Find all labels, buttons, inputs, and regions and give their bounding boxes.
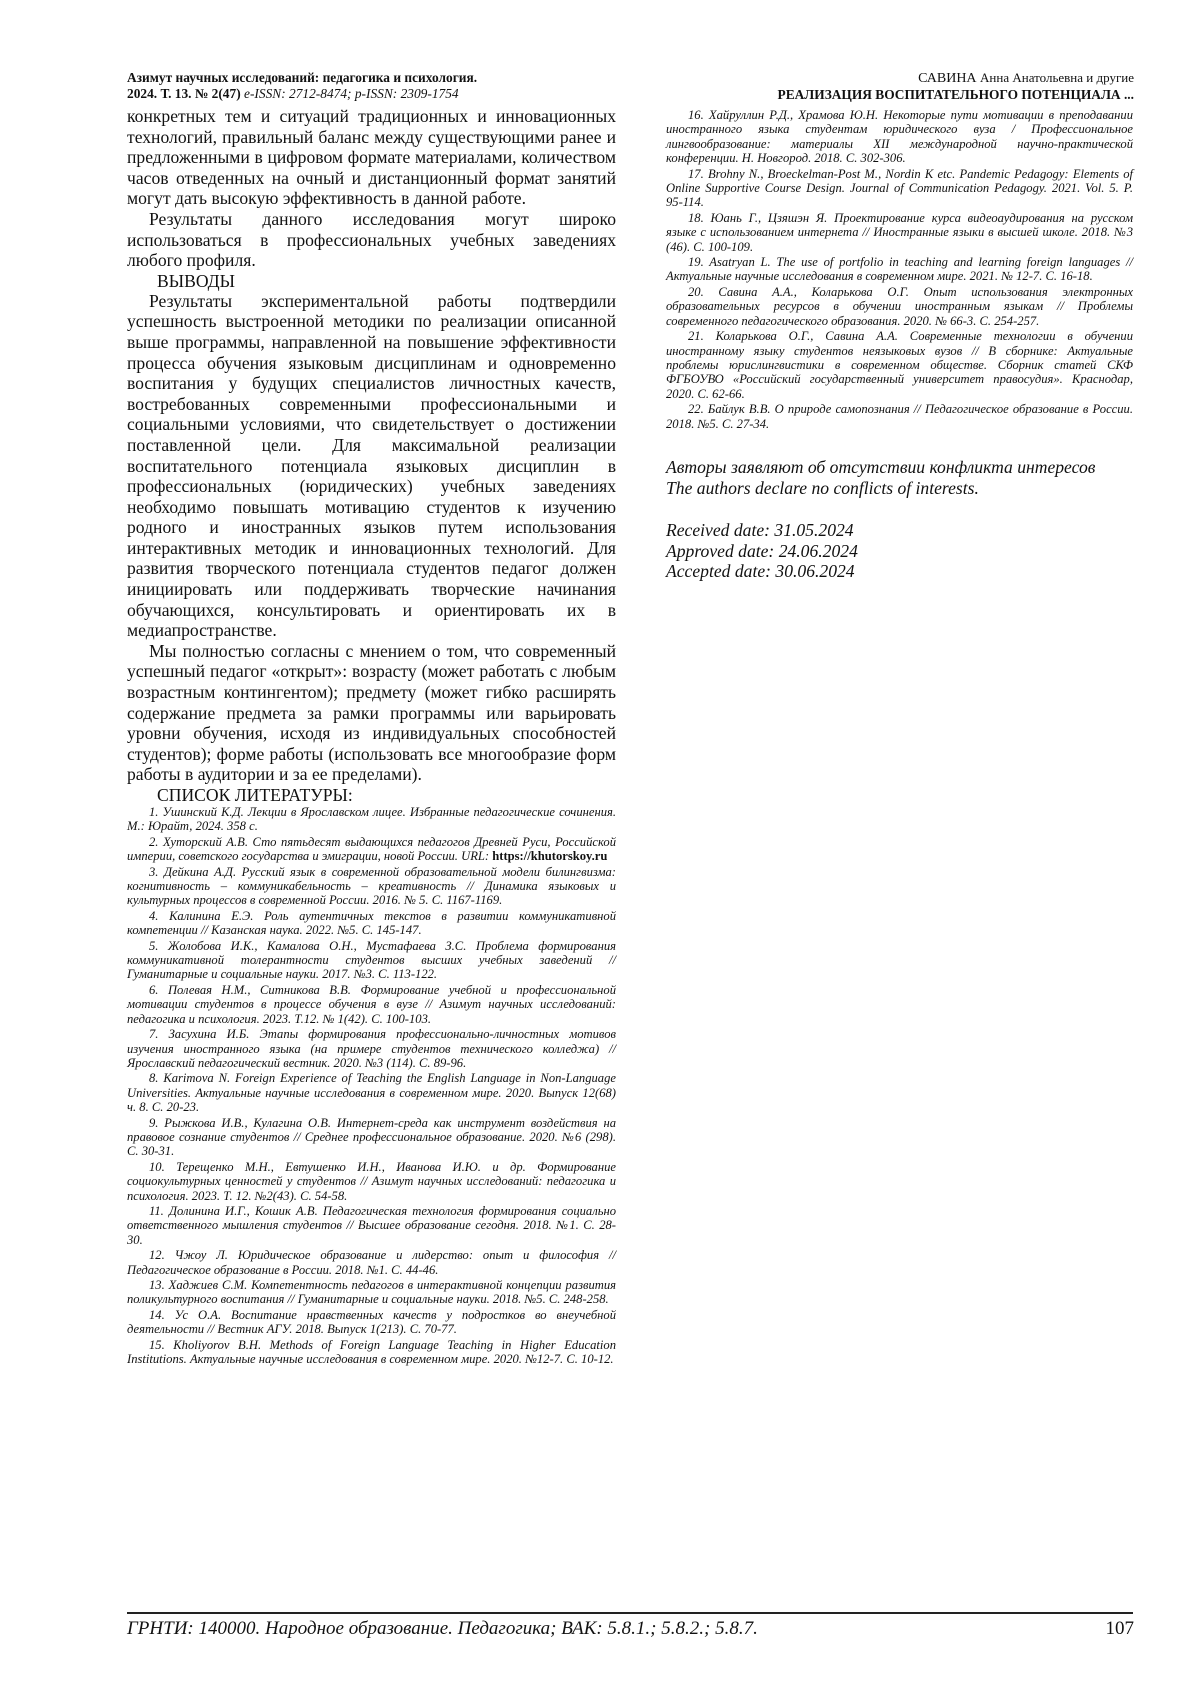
reference-item: 18. Юань Г., Цзяшэн Я. Проектирование курса видеоаудирования на русском языке с использованием интернета // Иностранные языки в высшей школе. 2018. №3 (46). С. 100-109. [666, 210, 1133, 254]
header-author [614, 70, 1134, 87]
declaration-spacer [666, 498, 1133, 520]
body-text [127, 106, 616, 805]
reference-link[interactable]: https://khutorskoy.ru [492, 849, 608, 864]
received-date: Received date: 31.05.2024 [666, 520, 854, 541]
reference-list-left [127, 805, 616, 1366]
reference-item: 20. Савина А.А., Коларькова О.Г. Опыт использования электронных образовательных ресурсов в обучении иностранным языкам // Проблемы современного педагогического образования. 2020. № 66-3. С. 254-257. [666, 284, 1133, 328]
paragraph-continued: конкретных тем и ситуаций традиционных и инновационных технологий, правильный баланс между существующими ранее и предложенными в цифровом формате материалами, количеством часов отведенных на очный и дистанционный формат занятий могут дать высокую эффективность в данной работе. [127, 106, 616, 209]
reference-item: 6. Полевая Н.М., Ситникова В.В. Формирование учебной и профессиональной мотивации студентов в процессе обучения в вузе // Азимут научных исследований: педагогика и психология. 2023. Т.12. № 1(42). С. 100-103. [127, 982, 616, 1026]
header-author-surname: САВИНА [918, 71, 977, 86]
references-heading: СПИСОК ЛИТЕРАТУРЫ: [157, 785, 353, 805]
header-article-title: РЕАЛИЗАЦИЯ ВОСПИТАТЕЛЬНОГО ПОТЕНЦИАЛА ... [777, 87, 1134, 102]
reference-item: 14. Ус О.А. Воспитание нравственных качеств у подростков во внеучебной деятельности // Вестник АГУ. 2018. Выпуск 1(213). С. 70-77. [127, 1307, 616, 1337]
reference-item: 11. Долинина И.Г., Кошик А.В. Педагогическая технология формирования социально ответственного мышления студентов // Высшее образование сегодня. 2018. №1. С. 28-30. [127, 1203, 616, 1247]
reference-item: 12. Чжоу Л. Юридическое образование и лидерство: опыт и философия // Педагогическое образование в России. 2018. №1. С. 44-46. [127, 1248, 616, 1277]
footer-classification: ГРНТИ: 140000. Народное образование. Педагогика; ВАК: 5.8.1.; 5.8.2.; 5.8.7. [127, 1618, 758, 1639]
accepted-date: Accepted date: 30.06.2024 [666, 561, 855, 582]
reference-item: 16. Хайруллин Р.Д., Храмова Ю.Н. Некоторые пути мотивации в преподавании иностранного языка студентам юридического вуза / Профессиональное лингвообразование: материалы XII международной научно-практической конференции. Н. Новгород. 2018. С. 302-306. [666, 108, 1133, 166]
paragraph-opinion: Мы полностью согласны с мнением о том, что современный успешный педагог «открыт»: возрасту (может работать с любым возрастным контингентом); предмету (может гибко расширять содержание предмета за рамки программы или варьировать уровни обучения, исходя из индивидуальных способностей студентов); форме работы (использовать все многообразие форм работы в аудитории и за ее пределами). [127, 640, 616, 785]
header-journal-info [127, 70, 687, 102]
reference-item: 21. Коларькова О.Г., Савина А.А. Современные технологии в обучении иностранному языку студентов неязыковых вузов // В сборнике: Актуальные проблемы юрислингвистики в современном обществе. Сборник статей СКФ ФГБОУВО «Российский государственный университет правосудия». Краснодар, 2020. С. 62-66. [666, 329, 1133, 401]
reference-item: 1. Ушинский К.Д. Лекции в Ярославском лицее. Избранные педагогические сочинения. М.: Юрайт, 2024. 358 с. [127, 805, 616, 834]
footer-divider [127, 1612, 1133, 1614]
reference-item: 9. Рыжкова И.В., Кулагина О.В. Интернет-среда как инструмент воздействия на правовое сознание студентов // Среднее профессиональное образование. 2020. №6 (298). С. 30-31. [127, 1115, 616, 1159]
reference-list-right [666, 108, 1133, 431]
reference-text: 2. Хуторский А.В. Сто пятьдесят выдающихся педагогов Древней Руси, Российской империи, советского государства и эмиграции, новой России. URL: [127, 834, 616, 864]
reference-item: 19. Asatryan L. The use of portfolio in teaching and learning foreign languages // Актуальные научные исследования в современном мире. 2021. № 12-7. С. 16-18. [666, 255, 1133, 284]
header-issue: 2024. Т. 13. № 2(47) [127, 86, 241, 101]
reference-item: 22. Байлук В.В. О природе самопознания // Педагогическое образование в России. 2018. №5. С. 27-34. [666, 402, 1133, 431]
conflict-statement-en: The authors declare no conflicts of interests. [666, 477, 979, 498]
paragraph-results: Результаты данного исследования могут широко использоваться в профессиональных учебных заведениях любого профиля. [127, 208, 616, 271]
header-author-rest: Анна Анатольевна и другие [980, 70, 1134, 85]
reference-item: 3. Дейкина А.Д. Русский язык в современной образовательной модели билингвизма: когнитивность – коммуникабельность – креативность // Динамика языковых и культурных процессов в современной России. 2016. № 5. С. 1167-1169. [127, 864, 616, 908]
page-number: 107 [1105, 1618, 1134, 1639]
paragraph-conclusions: Результаты экспериментальной работы подтвердили успешность выстроенной методики по реализации описанной выше программы, направленной на повышение эффективности процесса обучения языковым дисциплинам и одновременно воспитания у будущих специалистов личностных качеств, востребованных современными профессиональными и социальными условиями, что свидетельствует о достижении поставленной цели. Для максимальной реализации воспитательного потенциала языковых дисциплин в профессиональных (юридических) учебных заведениях необходимо повышать мотивацию студентов к изучению родного и иностранных языков путем использования интерактивных методик и инновационных технологий. Для развития творческого потенциала студентов педагог должен инициировать или поддерживать творческие начинания обучающихся, консультировать и ориентировать их в медиапространстве. [127, 290, 616, 641]
left-column [127, 106, 616, 1367]
reference-item: 13. Хаджиев С.М. Компетентность педагогов в интерактивной концепции развития поликультурного воспитания // Гуманитарные и социальные науки. 2018. №5. С. 248-258. [127, 1278, 616, 1307]
right-column [666, 108, 1133, 582]
reference-item: 17. Brohny N., Broeckelman-Post M., Nordin K etc. Pandemic Pedagogy: Elements of Online Supportive Course Design. Journal of Communication Pedagogy. 2021. Vol. 5. P. 95-114. [666, 166, 1133, 210]
approved-date: Approved date: 24.06.2024 [666, 540, 858, 561]
reference-item: 7. Засухина И.Б. Этапы формирования профессионально-личностных мотивов изучения иностранного языка (на примере студентов технического колледжа) // Ярославский педагогический вестник. 2020. №3 (114). С. 89-96. [127, 1027, 616, 1070]
reference-item: 4. Калинина Е.Э. Роль аутентичных текстов в развитии коммуникативной компетенции // Казанская наука. 2022. №5. С. 145-147. [127, 908, 616, 938]
reference-item: 10. Терещенко М.Н., Евтушенко И.Н., Иванова И.Ю. и др. Формирование социокультурных ценностей у студентов // Азимут научных исследований: педагогика и психология. 2023. Т. 12. №2(43). С. 54-58. [127, 1159, 616, 1203]
declaration-block [666, 457, 1133, 582]
reference-item: 5. Жолобова И.К., Камалова О.Н., Мустафаева З.С. Проблема формирования коммуникативной толерантности студентов высших учебных заведений // Гуманитарные и социальные науки. 2017. №3. С. 113-122. [127, 938, 616, 982]
reference-item: 8. Karimova N. Foreign Experience of Teaching the English Language in Non-Language Universities. Актуальные научные исследования в современном мире. 2020. Выпуск 12(68) ч. 8. С. 20-23. [127, 1071, 616, 1115]
conflict-statement-ru: Авторы заявляют об отсутствии конфликта интересов [666, 456, 1096, 477]
header-journal-name: Азимут научных исследований: педагогика и психология. [127, 70, 478, 85]
conclusions-heading: ВЫВОДЫ [157, 270, 235, 291]
reference-item: 15. Kholiyorov B.H. Methods of Foreign Language Teaching in Higher Education Institutions. Актуальные научные исследования в современном мире. 2020. №12-7. С. 10-12. [127, 1337, 616, 1367]
reference-item [127, 835, 616, 864]
header-article-info [614, 70, 1134, 103]
header-issn: e-ISSN: 2712-8474; p-ISSN: 2309-1754 [244, 86, 459, 101]
